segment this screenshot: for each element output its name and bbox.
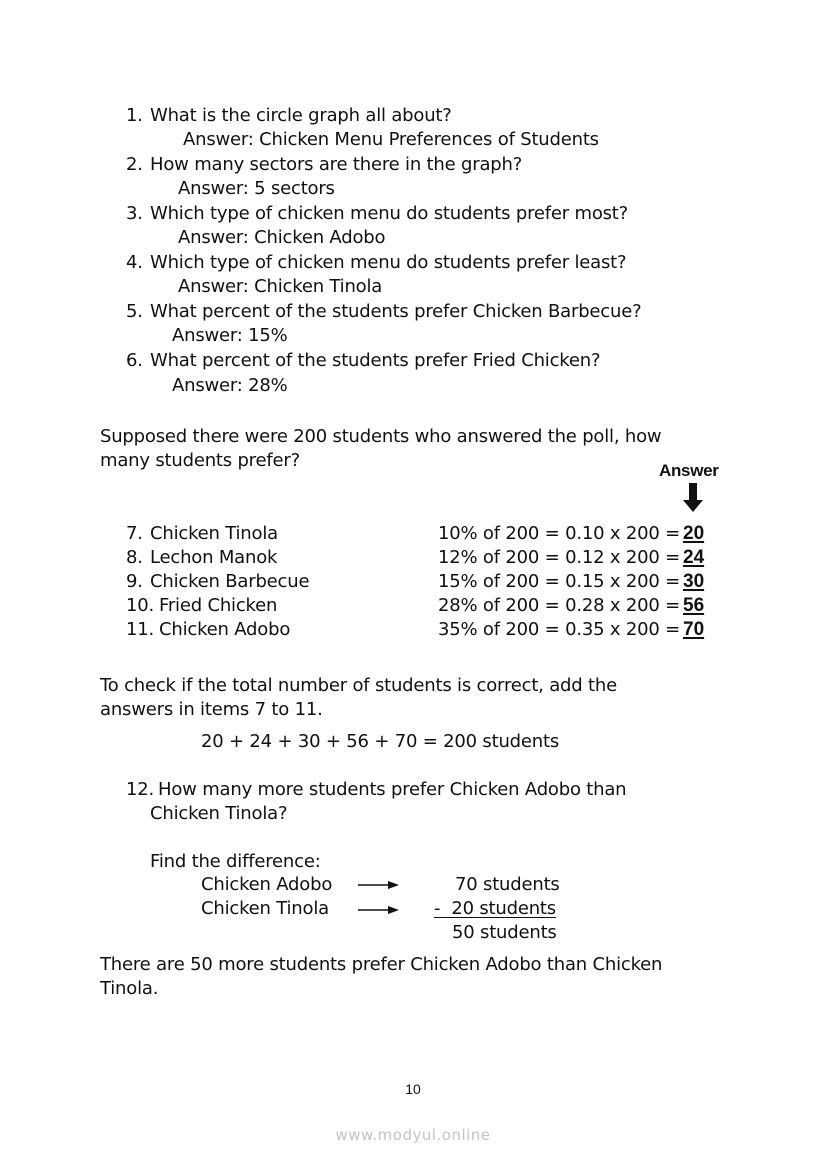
computation-label: Fried Chicken [159,595,278,616]
answer-header: Answer [659,461,719,480]
question-text: Which type of chicken menu do students prefer most? [150,203,629,224]
watermark: www.modyul.online [335,1126,491,1144]
question-answer: Answer: Chicken Adobo [178,227,386,248]
q12-line2: Chicken Tinola? [150,803,288,824]
difference-value: 70 students [455,874,560,895]
computation-number: 9. [126,571,143,592]
difference-label: Chicken Adobo [201,874,333,895]
question-answer: Answer: 15% [172,325,288,346]
down-arrow-icon [683,483,703,513]
computation-label: Lechon Manok [150,547,278,568]
computation-formula: 15% of 200 = 0.15 x 200 = [438,571,681,592]
conclusion-line2: Tinola. [100,978,159,999]
question-number: 5. [126,301,143,322]
computation-label: Chicken Tinola [150,523,278,544]
difference-label: Chicken Tinola [201,898,329,919]
computation-number: 7. [126,523,143,544]
computation-label: Chicken Adobo [159,619,291,640]
q12-line1: How many more students prefer Chicken Adobo than [158,779,627,800]
computation-formula: 35% of 200 = 0.35 x 200 = [438,619,681,640]
conclusion-line1: There are 50 more students prefer Chicken Adobo than Chicken [100,954,663,975]
difference-value: - 20 students [434,898,556,919]
question-answer: Answer: Chicken Tinola [178,276,383,297]
computation-answer: 70 [683,619,705,640]
poll-intro-line2: many students prefer? [100,450,300,471]
question-number: 1. [126,105,143,126]
question-number: 6. [126,350,143,371]
question-answer: Answer: 5 sectors [178,178,335,199]
check-line2: answers in items 7 to 11. [100,699,323,720]
computation-formula: 10% of 200 = 0.10 x 200 = [438,523,681,544]
question-text: How many sectors are there in the graph? [150,154,523,175]
q12-number: 12. [126,779,155,800]
right-arrow-icon [358,905,400,915]
question-text: What percent of the students prefer Chicken Barbecue? [150,301,642,322]
question-answer: Answer: Chicken Menu Preferences of Students [183,129,599,150]
question-text: What is the circle graph all about? [150,105,452,126]
right-arrow-icon [358,880,400,890]
computation-answer: 24 [683,547,705,568]
question-text: What percent of the students prefer Fried Chicken? [150,350,601,371]
question-number: 3. [126,203,143,224]
computation-label: Chicken Barbecue [150,571,310,592]
check-sum: 20 + 24 + 30 + 56 + 70 = 200 students [201,731,560,752]
computation-number: 10. [126,595,155,616]
computation-answer: 30 [683,571,705,592]
question-number: 2. [126,154,143,175]
check-line1: To check if the total number of students is correct, add the [100,675,617,696]
question-number: 4. [126,252,143,273]
question-answer: Answer: 28% [172,375,288,396]
computation-formula: 28% of 200 = 0.28 x 200 = [438,595,681,616]
difference-result: 50 students [452,922,557,943]
find-difference-label: Find the difference: [150,851,321,872]
poll-intro-line1: Supposed there were 200 students who answered the poll, how [100,426,662,447]
page-number: 10 [405,1081,421,1097]
computation-number: 8. [126,547,143,568]
computation-answer: 20 [683,523,705,544]
computation-answer: 56 [683,595,705,616]
question-text: Which type of chicken menu do students prefer least? [150,252,627,273]
computation-number: 11. [126,619,155,640]
computation-formula: 12% of 200 = 0.12 x 200 = [438,547,681,568]
